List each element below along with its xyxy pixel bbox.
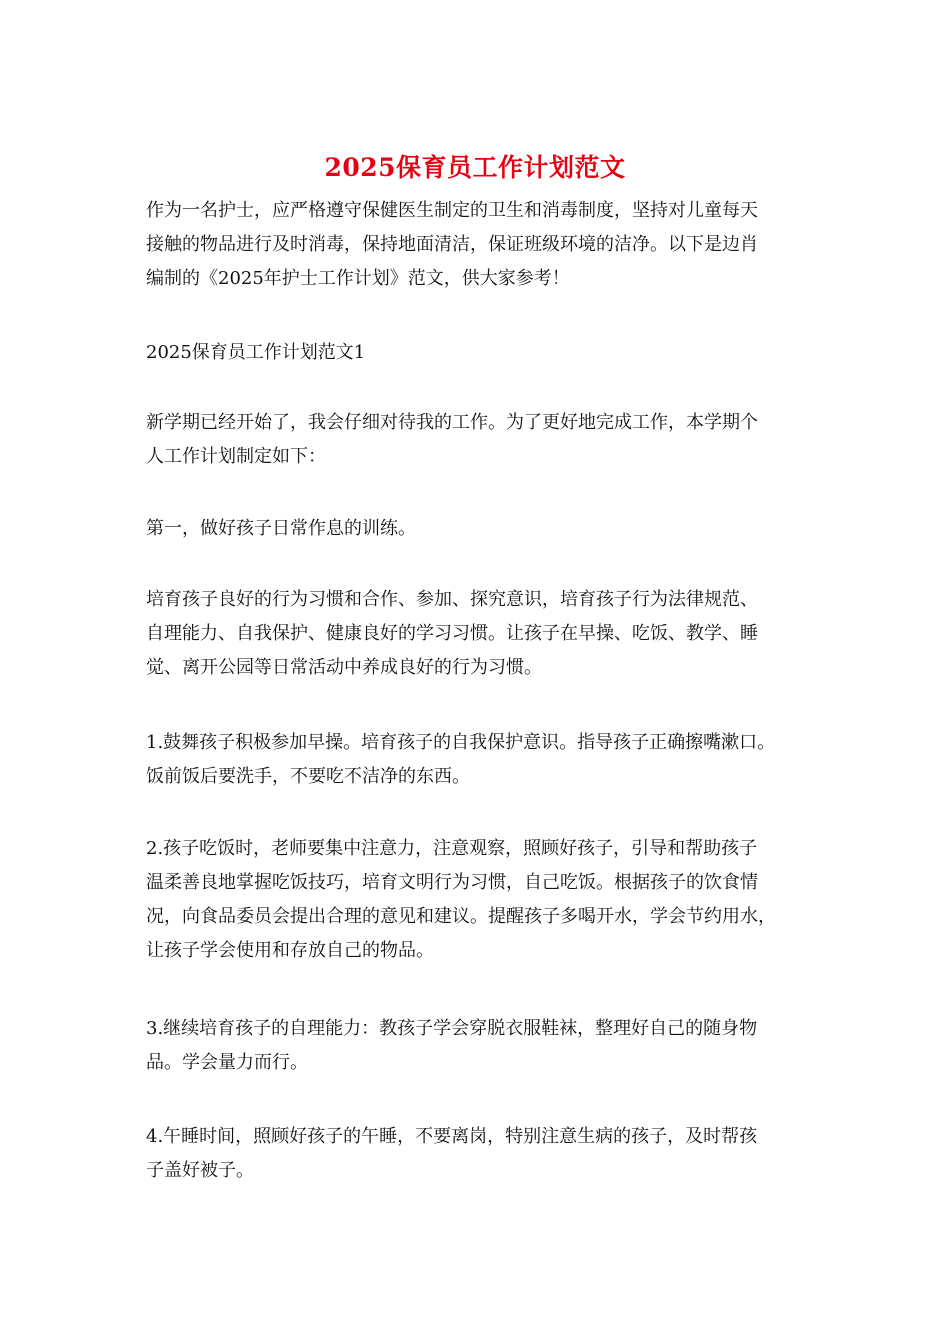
text-line: 2025保育员工作计划范文1 xyxy=(146,342,366,363)
text-line: 子盖好被子。 xyxy=(146,1160,254,1181)
text-line: 编制的《2025年护士工作计划》范文，供大家参考！ xyxy=(146,268,570,289)
text-line: 品。学会量力而行。 xyxy=(146,1052,308,1073)
intro-paragraph xyxy=(146,194,808,296)
text-line: 饭前饭后要洗手，不要吃不洁净的东西。 xyxy=(146,766,470,787)
text-line: 4.午睡时间，照顾好孩子的午睡，不要离岗，特别注意生病的孩子，及时帮孩 xyxy=(146,1126,758,1147)
text-line: 2.孩子吃饭时，老师要集中注意力，注意观察，照顾好孩子，引导和帮助孩子 xyxy=(146,838,758,859)
text-line: 新学期已经开始了，我会仔细对待我的工作。为了更好地完成工作，本学期个 xyxy=(146,412,758,433)
paragraph-5 xyxy=(146,832,808,968)
document-title: 2025保育员工作计划范文 xyxy=(324,153,626,182)
text-line: 3.继续培育孩子的自理能力：教孩子学会穿脱衣服鞋袜，整理好自己的随身物 xyxy=(146,1018,758,1039)
paragraph-1 xyxy=(146,406,808,474)
text-line: 人工作计划制定如下： xyxy=(146,446,326,467)
paragraph-7 xyxy=(146,1120,808,1188)
text-line: 温柔善良地掌握吃饭技巧，培育文明行为习惯，自己吃饭。根据孩子的饮食情 xyxy=(146,872,758,893)
section-heading xyxy=(146,336,808,370)
text-line: 接触的物品进行及时消毒，保持地面清洁，保证班级环境的洁净。以下是边肖 xyxy=(146,234,758,255)
text-line: 觉、离开公园等日常活动中养成良好的行为习惯。 xyxy=(146,657,542,678)
text-line: 让孩子学会使用和存放自己的物品。 xyxy=(146,940,434,961)
text-line: 培育孩子良好的行为习惯和合作、参加、探究意识，培育孩子行为法律规范、 xyxy=(146,589,758,610)
text-line: 作为一名护士，应严格遵守保健医生制定的卫生和消毒制度，坚持对儿童每天 xyxy=(146,200,758,221)
paragraph-2 xyxy=(146,512,808,546)
text-line: 况，向食品委员会提出合理的意见和建议。提醒孩子多喝开水，学会节约用水， xyxy=(146,906,776,927)
paragraph-4 xyxy=(146,726,808,794)
paragraph-6 xyxy=(146,1012,808,1080)
paragraph-3 xyxy=(146,583,808,685)
text-line: 第一，做好孩子日常作息的训练。 xyxy=(146,518,416,539)
text-line: 自理能力、自我保护、健康良好的学习习惯。让孩子在早操、吃饭、教学、睡 xyxy=(146,623,758,644)
text-line: 1.鼓舞孩子积极参加早操。培育孩子的自我保护意识。指导孩子正确擦嘴漱口。 xyxy=(146,732,776,753)
